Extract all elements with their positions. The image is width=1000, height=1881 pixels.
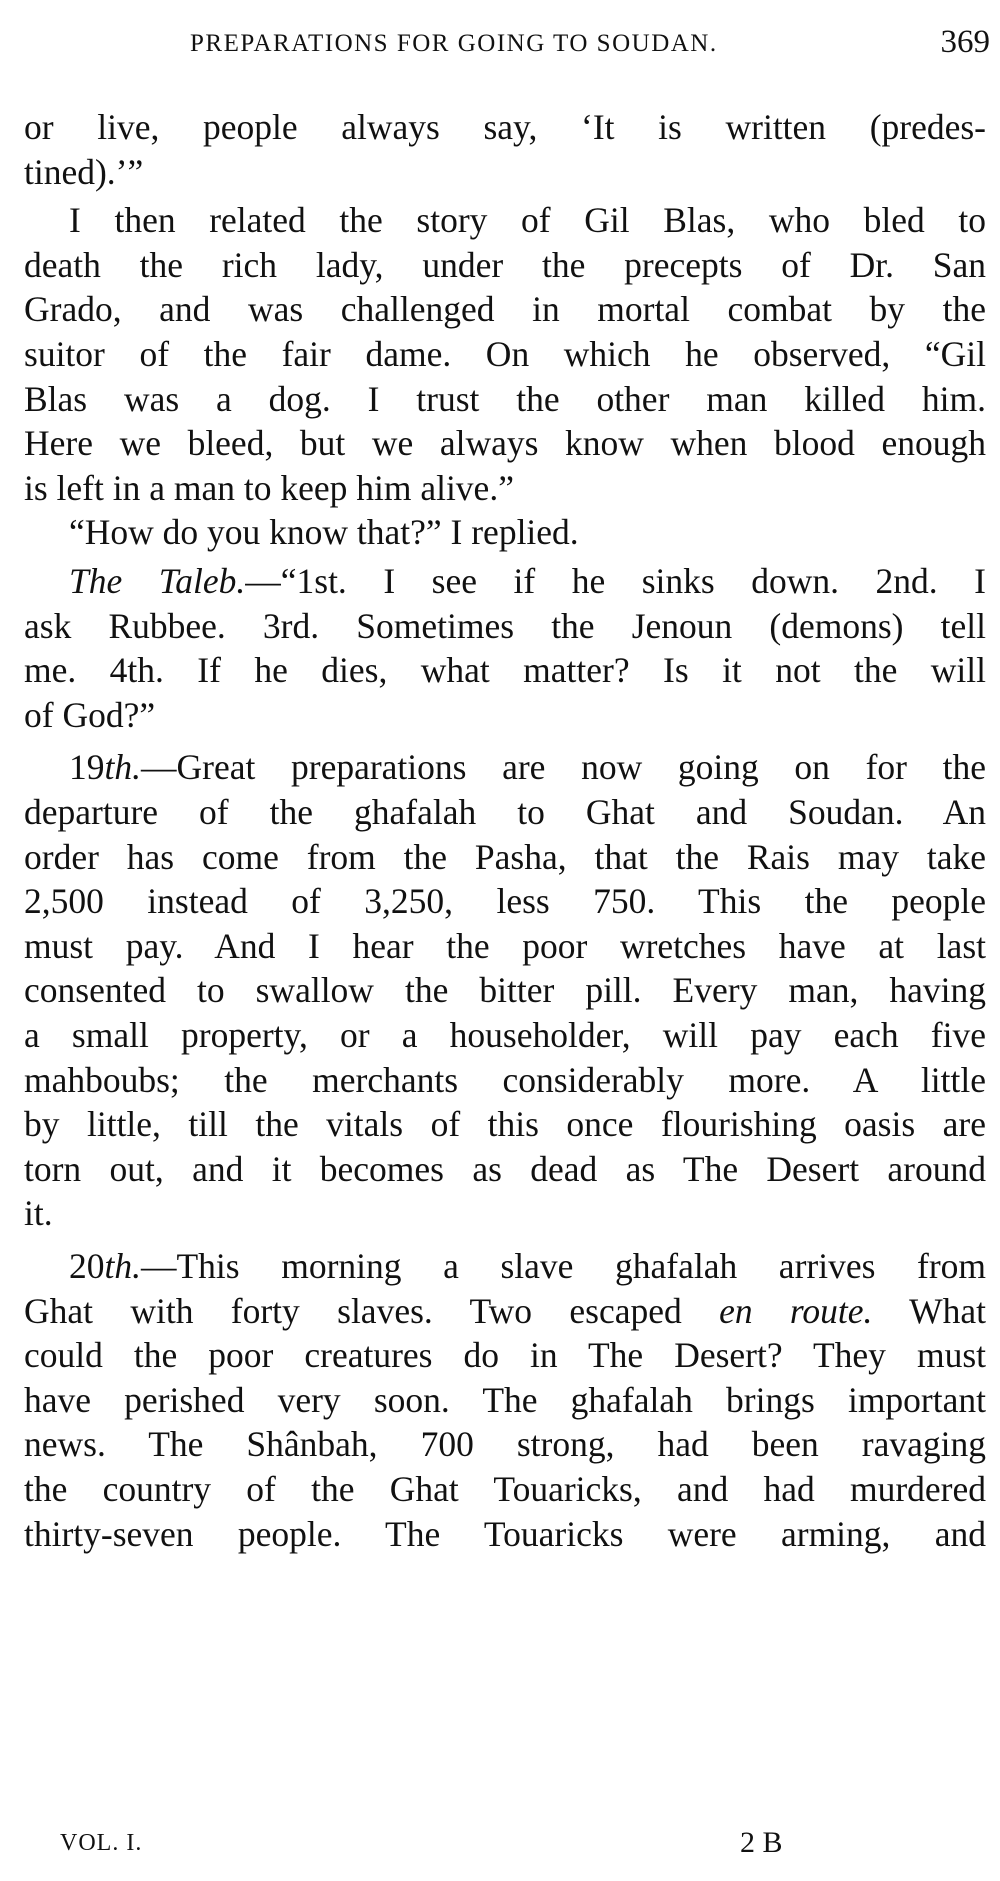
paragraph-start: I then related the story of Gil Blas, who bled to — [69, 200, 986, 241]
text-line: could the poor creatures do in The Desert? They must — [24, 1335, 986, 1376]
text-line: Here we bleed, but we always know when blood enough — [24, 423, 986, 464]
date-number: 19 — [69, 747, 105, 788]
text-line: of God?” — [24, 694, 156, 735]
paragraph-start: 19th.—Great preparations are now going on for the — [69, 747, 986, 788]
paragraph-start: 20th.—This morning a slave ghafalah arrives from — [69, 1246, 986, 1286]
paragraph-start: The Taleb.—“1st. I see if he sinks down. 2nd. I — [69, 561, 986, 601]
text-line: suitor of the fair dame. On which he observed, “Gil — [24, 334, 986, 374]
text-line: have perished very soon. The ghafalah brings important — [24, 1379, 986, 1420]
running-header — [0, 24, 1000, 68]
date-suffix: th. — [104, 1246, 141, 1286]
text-line: news. The Shânbah, 700 strong, had been ravaging — [24, 1424, 986, 1465]
text-line: tined).’” — [24, 151, 144, 192]
page-title: PREPARATIONS FOR GOING TO SOUDAN. — [190, 30, 718, 57]
date-suffix: th. — [104, 747, 141, 788]
text-line: torn out, and it becomes as dead as The Desert around — [24, 1148, 986, 1189]
paragraph-start: “How do you know that?” I replied. — [69, 512, 579, 553]
speaker-name: The Taleb. — [69, 561, 246, 601]
text-line: it. — [24, 1193, 53, 1234]
text-line: me. 4th. If he dies, what matter? Is it not the will — [24, 650, 986, 691]
text-line: or live, people always say, ‘It is written (predes- — [24, 107, 986, 147]
text-line: 2,500 instead of 3,250, less 750. This the people — [24, 881, 986, 922]
text-line: order has come from the Pasha, that the Rais may take — [24, 836, 986, 877]
text-line: must pay. And I hear the poor wretches have at last — [24, 925, 986, 966]
text-line: the country of the Ghat Touaricks, and had murdered — [24, 1469, 986, 1509]
emphasis: en route. — [719, 1290, 873, 1331]
text-line: Blas was a dog. I trust the other man killed him. — [24, 378, 986, 419]
signature-mark: 2 B — [740, 1826, 783, 1859]
volume-label: VOL. I. — [60, 1830, 143, 1856]
text-line: ask Rubbee. 3rd. Sometimes the Jenoun (demons) tell — [24, 605, 986, 646]
text-line: mahboubs; the merchants considerably more. A little — [24, 1059, 986, 1100]
text-line: Ghat with forty slaves. Two escaped en route. What — [24, 1290, 986, 1331]
text-line: Grado, and was challenged in mortal combat by the — [24, 289, 986, 330]
text-line: a small property, or a householder, will pay each five — [24, 1015, 986, 1055]
text-line: death the rich lady, under the precepts of Dr. San — [24, 244, 986, 285]
text-line: departure of the ghafalah to Ghat and Soudan. An — [24, 792, 986, 832]
date-number: 20 — [69, 1246, 105, 1286]
page-number: 369 — [940, 24, 990, 60]
text-line: consented to swallow the bitter pill. Every man, having — [24, 970, 986, 1011]
text-line: thirty-seven people. The Touaricks were arming, and — [24, 1513, 986, 1554]
text-line: by little, till the vitals of this once flourishing oasis are — [24, 1104, 986, 1145]
page-footer — [0, 1826, 1000, 1870]
text-line: is left in a man to keep him alive.” — [24, 467, 514, 508]
